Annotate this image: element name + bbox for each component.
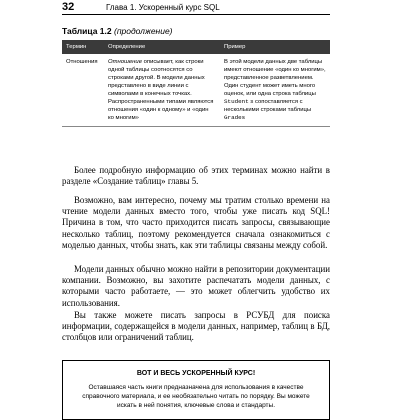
example-code-student: Student <box>224 98 249 105</box>
header-term: Термин <box>62 40 104 54</box>
cell-example <box>220 54 330 127</box>
cell-definition <box>104 54 220 127</box>
callout-title: ВОТ И ВЕСЬ УСКОРЕННЫЙ КУРС! <box>136 370 256 377</box>
callout-box <box>62 360 330 420</box>
example-text-2: s сопоставляется с несколькими строками таблицы <box>224 99 312 113</box>
definition-text: описывает, как строки одной таблицы соотносятся со строками другой. В модели данных представлено в виде линии с символами в конечных точках. Распространенными типами являются отношения «один к одному» и «один ко многим» <box>108 59 214 121</box>
table-caption-continued: (продолжение) <box>113 26 173 36</box>
running-header <box>62 0 330 15</box>
paragraph-2: Возможно, вам интересно, почему мы тратим столько времени на чтение модели данных вместо того, чтобы уже писать код SQL! Причина в том, что часто приходится писать запросы, связывающие несколько таблиц, поэтому рекомендуется сначала ознакомиться с моделью данных, чтобы знать, как эти таблицы связаны между собой. <box>62 195 330 250</box>
definition-em: Отношение <box>108 59 142 65</box>
chapter-title: Глава 1. Ускоренный курс SQL <box>106 2 220 12</box>
header-example: Пример <box>220 40 330 54</box>
paragraph-1: Более подробную информацию об этих терминах можно найти в разделе «Создание таблиц» главы 5. <box>62 165 330 187</box>
paragraph-3: Модели данных обычно можно найти в репозитории документации компании. Возможно, вы захотите распечатать модели данных, с которыми часто работаете, — это может облегчить удобство их использования. <box>62 264 330 308</box>
table-caption-label: Таблица 1.2 <box>62 26 112 36</box>
table-row <box>62 54 330 127</box>
example-text-1: В этой модели данных две таблицы имеют отношение «один ко многим», представленное разветвлением. Один студент может иметь много оценок, или одна строка таблицы <box>224 59 326 97</box>
cell-term: Отношения <box>62 54 104 127</box>
paragraph-4: Вы также можете писать запросы в РСУБД для поиска информации, содержащейся в модели данных, например, таблиц в БД, столбцов или ограничений таблиц. <box>62 310 330 343</box>
page-number: 32 <box>62 1 75 13</box>
terms-table <box>62 40 330 127</box>
header-definition: Определение <box>104 40 220 54</box>
table-caption <box>62 26 173 36</box>
table-header-row <box>62 40 330 54</box>
example-code-grades: Grades <box>224 114 246 121</box>
callout-text: Оставшаяся часть книги предназначена для использования в качестве справочного материала, и ее необязательно читать по порядку. Вы можете искать в ней понятия, ключевые слова и стандарты. <box>82 384 310 409</box>
